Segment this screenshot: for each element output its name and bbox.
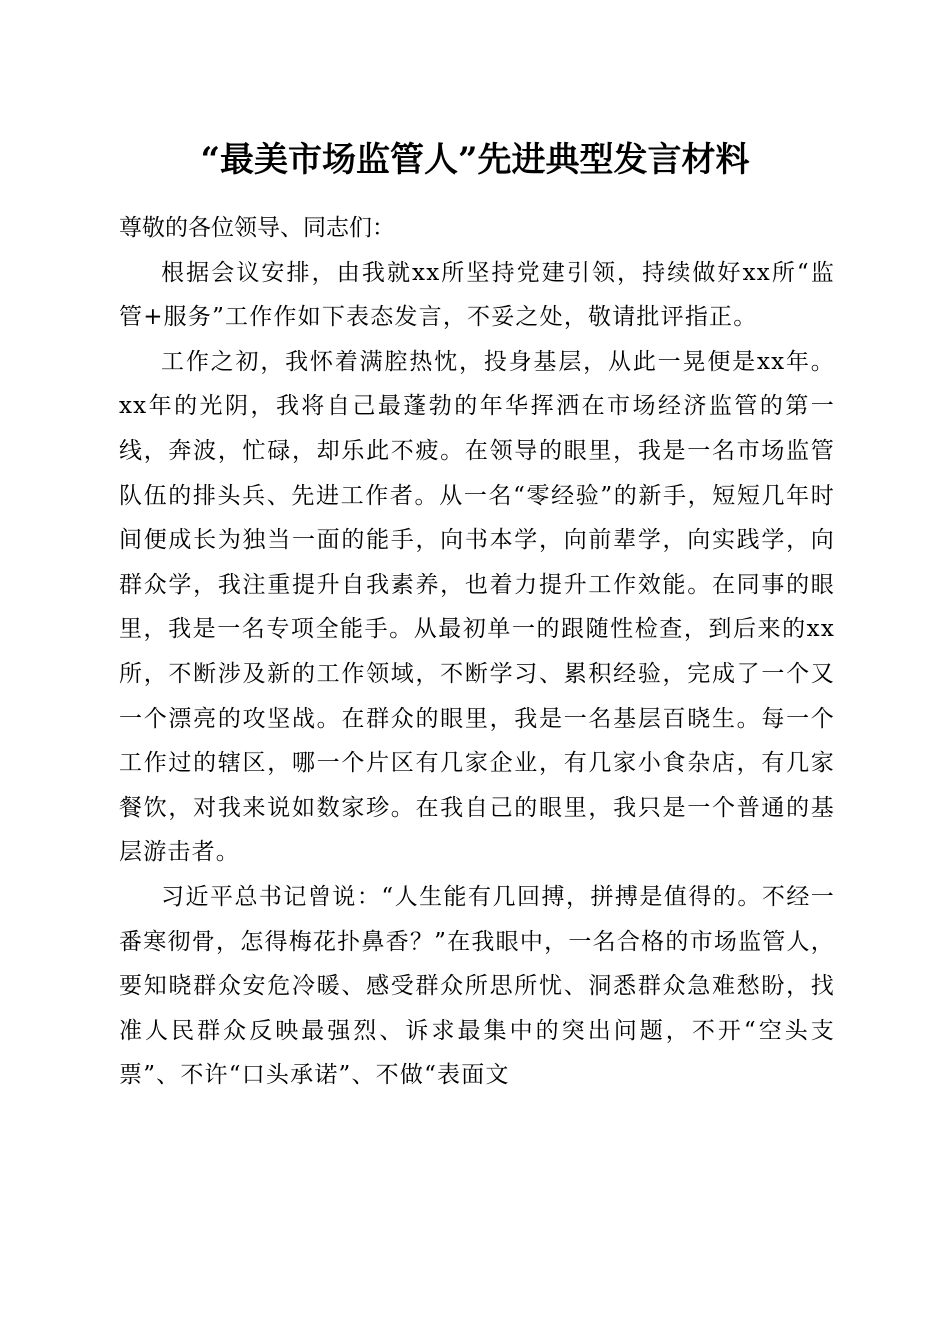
- paragraph-2: 工作之初，我怀着满腔热忱，投身基层，从此一晃便是xx年。xx年的光阴，我将自己最蓬勃的年华挥洒在市场经济监管的第一线，奔波，忙碌，却乐此不疲。在领导的眼里，我是一名市场监管队伍的排头兵、先进工作者。从一名“零经验”的新手，短短几年时间便成长为独当一面的能手，向书本学，向前辈学，向实践学，向群众学，我注重提升自我素养，也着力提升工作效能。在同事的眼里，我是一名专项全能手。从最初单一的跟随性检查，到后来的xx所，不断涉及新的工作领域，不断学习、累积经验，完成了一个又一个漂亮的攻坚战。在群众的眼里，我是一名基层百晓生。每一个工作过的辖区，哪一个片区有几家企业，有几家小食杂店，有几家餐饮，对我来说如数家珍。在我自己的眼里，我只是一个普通的基层游击者。: [119, 348, 835, 866]
- paragraph-3: 习近平总书记曾说：“人生能有几回搏，拼搏是值得的。不经一番寒彻骨，怎得梅花扑鼻香？”在我眼中，一名合格的市场监管人，要知晓群众安危冷暖、感受群众所思所忧、洞悉群众急难愁盼，找准人民群众反映最强烈、诉求最集中的突出问题，不开“空头支票”、不许“口头承诺”、不做“表面文: [119, 883, 835, 1089]
- salutation: 尊敬的各位领导、同志们：: [119, 215, 395, 241]
- document-title: “最美市场监管人”先进典型发言材料: [200, 140, 750, 180]
- document-body: [119, 206, 835, 1098]
- paragraph-1: 根据会议安排，由我就xx所坚持党建引领，持续做好xx所“监管+服务”工作作如下表态发言，不妥之处，敬请批评指正。: [119, 259, 835, 331]
